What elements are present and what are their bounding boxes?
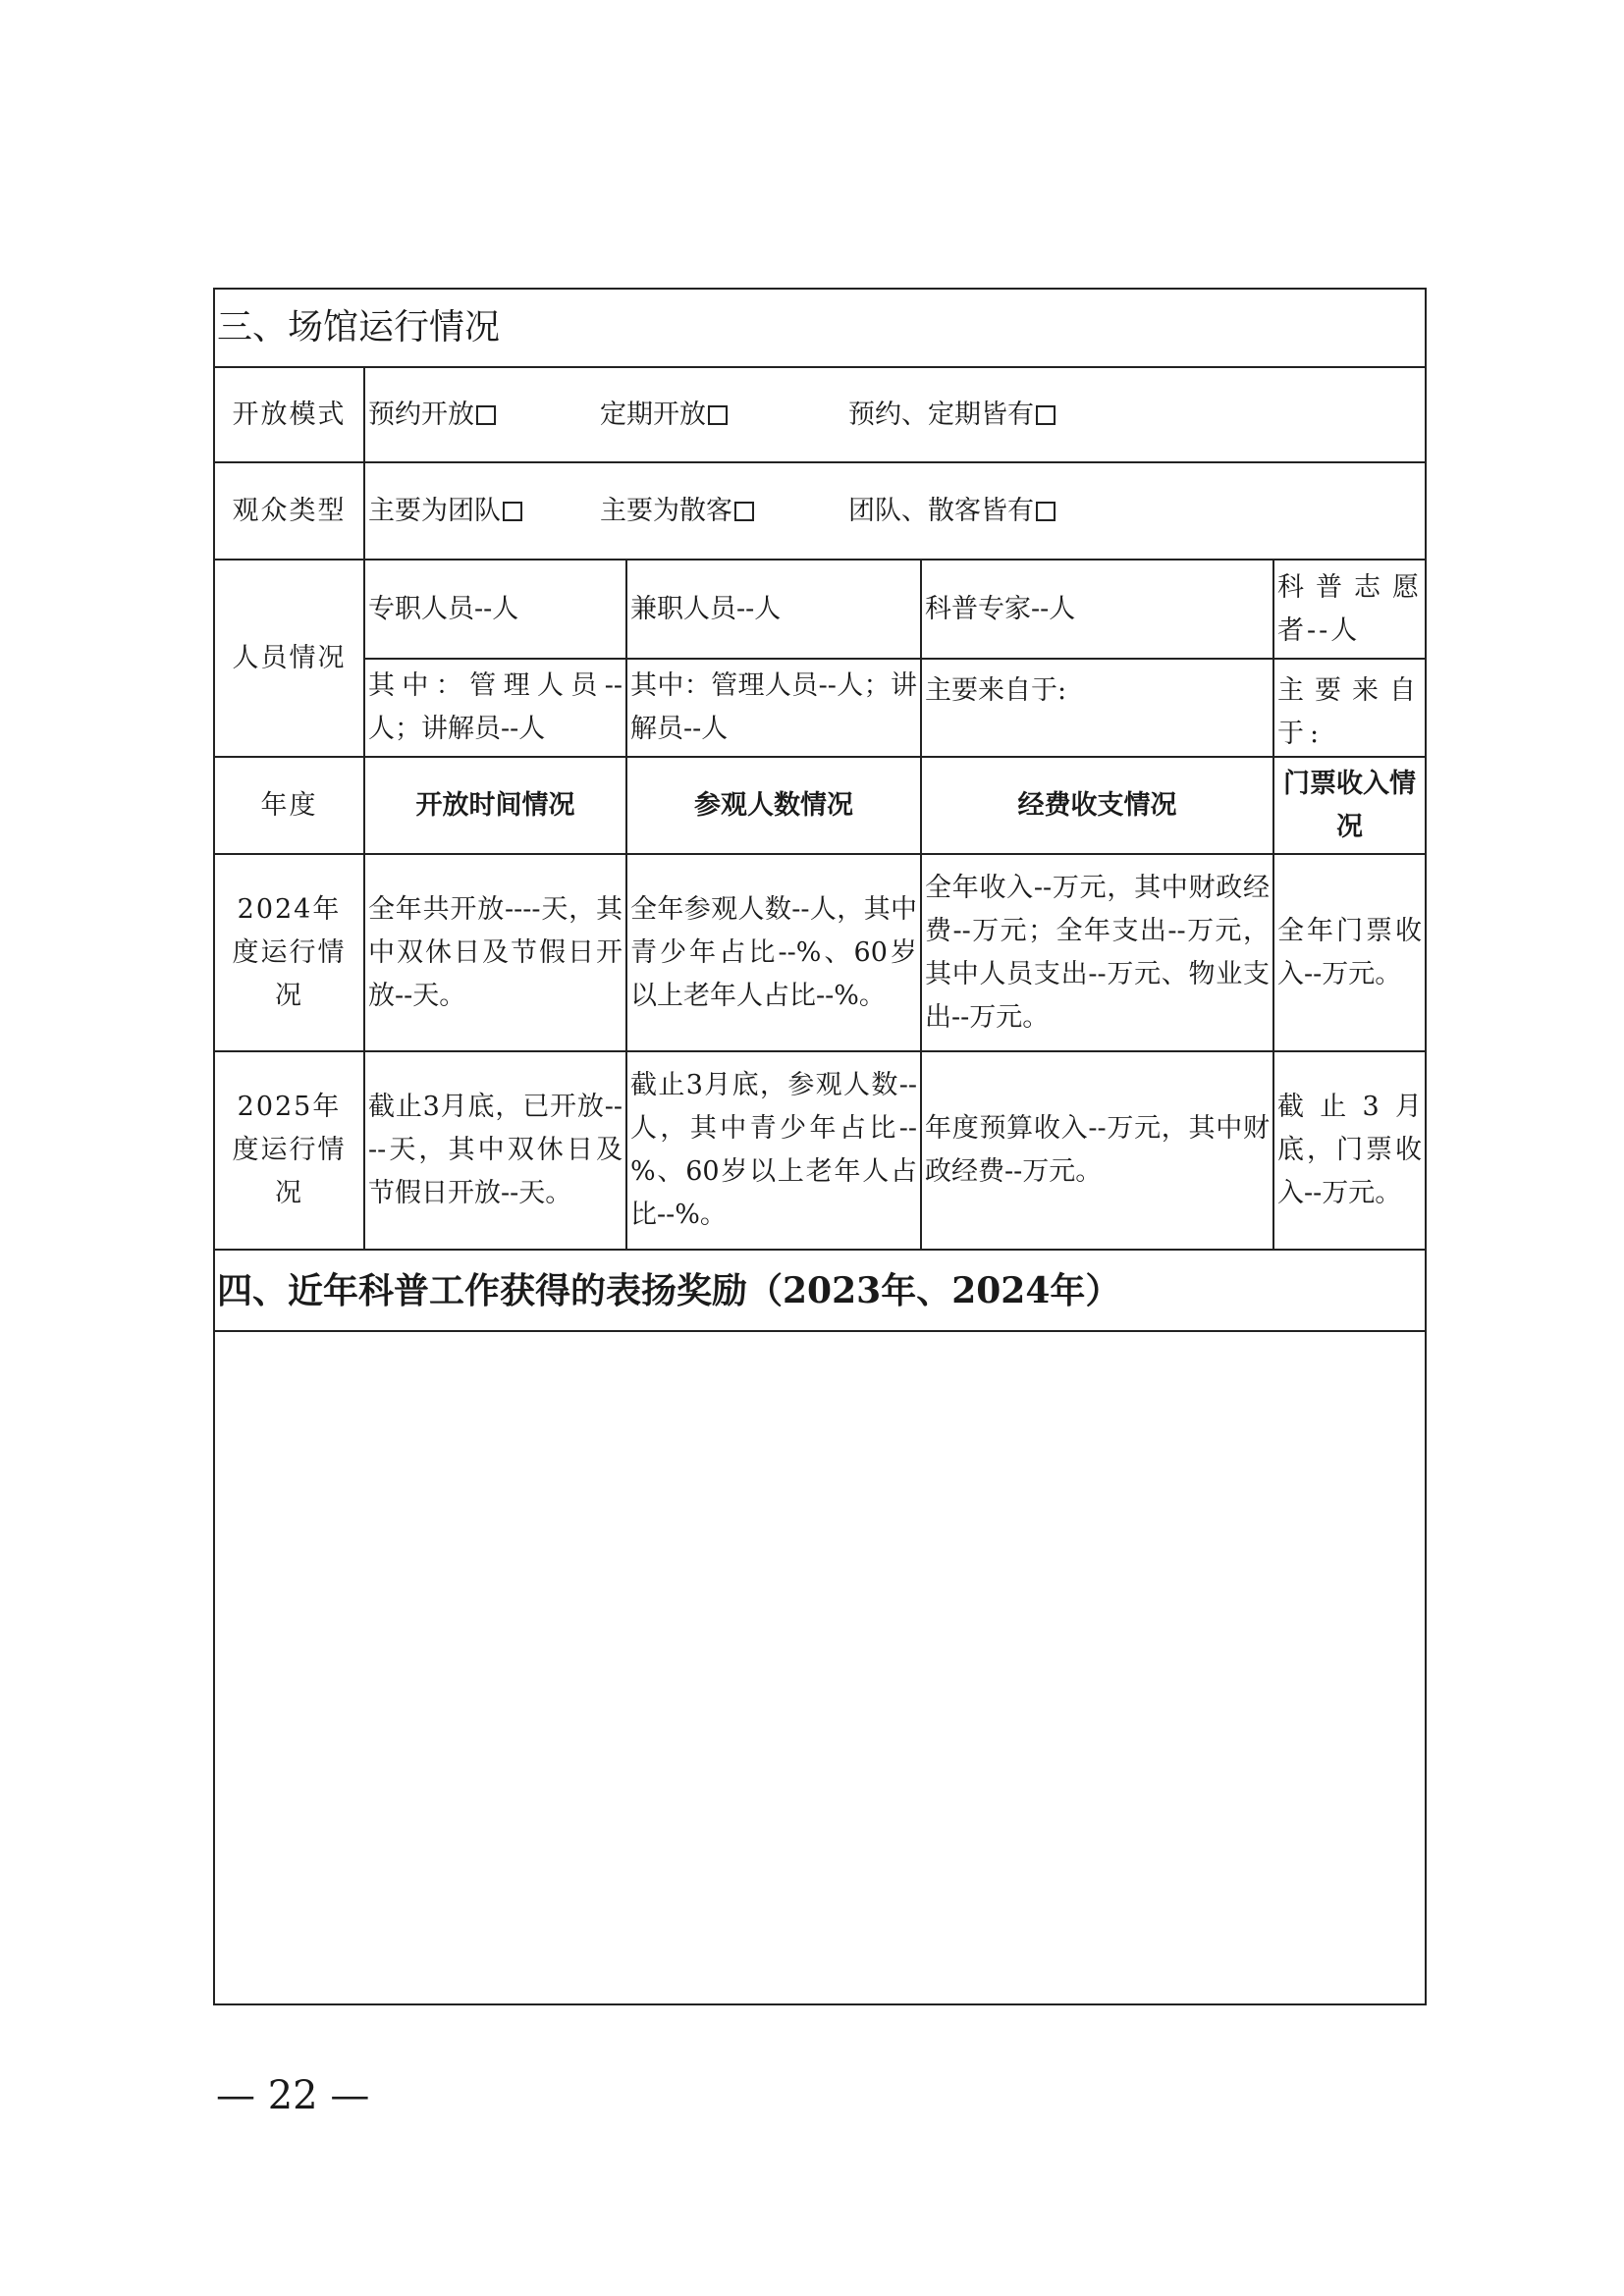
science-volunteers[interactable]: 科普志愿者--人 <box>1273 560 1426 659</box>
audience-type-options <box>364 462 1426 560</box>
open-mode-label: 开放模式 <box>214 367 364 462</box>
checkbox-icon[interactable] <box>734 502 754 521</box>
staff-row-1 <box>214 560 1426 659</box>
volunteers-source[interactable]: 主要来自于: <box>1273 659 1426 757</box>
fulltime-staff[interactable]: 专职人员--人 <box>364 560 626 659</box>
open-mode-options <box>364 367 1426 462</box>
parttime-staff-detail[interactable]: 其中：管理人员--人；讲解员--人 <box>626 659 921 757</box>
experts-source[interactable]: 主要来自于: <box>921 659 1273 757</box>
header-funds: 经费收支情况 <box>921 757 1273 854</box>
page-number: — 22 — <box>216 2073 370 2118</box>
awards-content-area[interactable] <box>214 1331 1426 2004</box>
tickets-2025[interactable]: 截止3月底，门票收入--万元。 <box>1273 1051 1426 1250</box>
open-mode-row <box>214 367 1426 462</box>
venue-form-table <box>213 288 1427 2005</box>
header-tickets: 门票收入情况 <box>1273 757 1426 854</box>
header-open-time: 开放时间情况 <box>364 757 626 854</box>
open-time-2025[interactable]: 截止3月底，已开放----天，其中双休日及节假日开放--天。 <box>364 1051 626 1250</box>
funds-2024[interactable]: 全年收入--万元，其中财政经费--万元；全年支出--万元，其中人员支出--万元、物业支出--万元。 <box>921 854 1273 1051</box>
audience-option-groups[interactable]: 主要为团队 <box>368 490 600 533</box>
parttime-staff[interactable]: 兼职人员--人 <box>626 560 921 659</box>
staff-label: 人员情况 <box>214 560 364 757</box>
open-time-2024[interactable]: 全年共开放----天，其中双休日及节假日开放--天。 <box>364 854 626 1051</box>
audience-option-individuals[interactable]: 主要为散客 <box>600 490 848 533</box>
ops-row-2025 <box>214 1051 1426 1250</box>
funds-2025[interactable]: 年度预算收入--万元，其中财政经费--万元。 <box>921 1051 1273 1250</box>
visitors-2024[interactable]: 全年参观人数--人，其中青少年占比--%、60岁以上老年人占比--%。 <box>626 854 921 1051</box>
checkbox-icon[interactable] <box>503 502 522 521</box>
year-2024: 2024年度运行情况 <box>214 854 364 1051</box>
ops-header-row <box>214 757 1426 854</box>
visitors-2025[interactable]: 截止3月底，参观人数--人，其中青少年占比--%、60岁以上老年人占比--%。 <box>626 1051 921 1250</box>
audience-type-label: 观众类型 <box>214 462 364 560</box>
audience-type-row <box>214 462 1426 560</box>
fulltime-staff-detail[interactable]: 其中：管理人员--人；讲解员--人 <box>364 659 626 757</box>
checkbox-icon[interactable] <box>708 405 728 425</box>
open-mode-option-reservation[interactable]: 预约开放 <box>368 394 600 437</box>
year-2025: 2025年度运行情况 <box>214 1051 364 1250</box>
ops-row-2024 <box>214 854 1426 1051</box>
section-4-title: 四、近年科普工作获得的表扬奖励（2023年、2024年） <box>214 1250 1426 1331</box>
science-experts[interactable]: 科普专家--人 <box>921 560 1273 659</box>
section-3-title: 三、场馆运行情况 <box>214 289 1426 367</box>
checkbox-icon[interactable] <box>1036 502 1056 521</box>
open-mode-option-scheduled[interactable]: 定期开放 <box>600 394 848 437</box>
staff-row-2 <box>214 659 1426 757</box>
open-mode-option-both[interactable]: 预约、定期皆有 <box>848 394 1056 437</box>
audience-option-both[interactable]: 团队、散客皆有 <box>848 490 1056 533</box>
checkbox-icon[interactable] <box>476 405 496 425</box>
header-visitors: 参观人数情况 <box>626 757 921 854</box>
header-year: 年度 <box>214 757 364 854</box>
checkbox-icon[interactable] <box>1036 405 1056 425</box>
tickets-2024[interactable]: 全年门票收入--万元。 <box>1273 854 1426 1051</box>
